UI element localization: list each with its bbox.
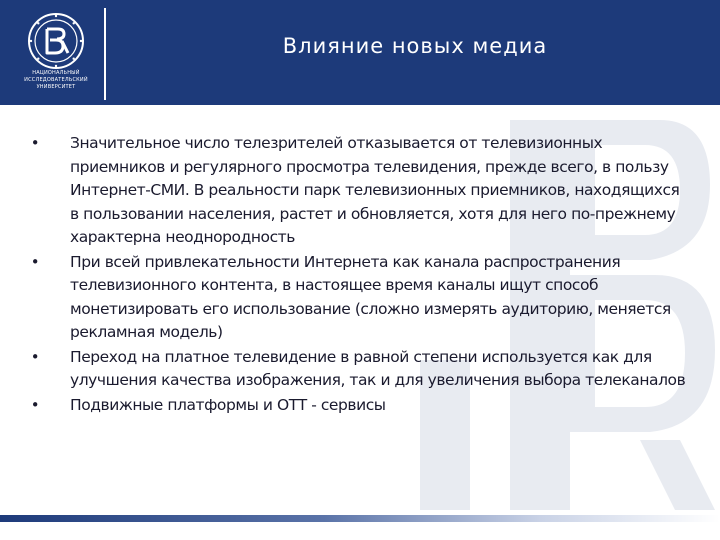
bullet-text: Подвижные платформы и ОТТ - сервисы	[70, 395, 386, 414]
bullet-text: При всей привлекательности Интернета как канала распространения телевизионного контента, в настоящее время каналы ищут способ монетизировать его использование (сложно измерять аудиторию, меняется рекламная модель)	[70, 252, 671, 341]
slide-title: Влияние новых медиа	[282, 34, 548, 58]
bullet-marker: •	[30, 395, 40, 414]
bullet-text: Переход на платное телевидение в равной степени используется как для улучшения качества изображения, так и для увеличения выбора телеканалов	[70, 347, 686, 389]
bullet-marker: •	[30, 134, 40, 152]
bullet-item	[28, 394, 688, 418]
bullet-text: Значительное число телезрителей отказывается от телевизионных приемников и регулярного просмотра телевидения, прежде всего, в пользу Интернет-СМИ. В реальности парк телевизионных приемников, находящихся в пользовании населения, растет и обновляется, хотя для него по-прежнему характерна неоднородность	[70, 134, 680, 246]
slide-header	[0, 0, 720, 105]
bullet-item	[28, 251, 688, 345]
slide-content	[28, 132, 688, 418]
bullet-item	[28, 132, 688, 250]
logo-caption: НАЦИОНАЛЬНЫЙ ИССЛЕДОВАТЕЛЬСКИЙ УНИВЕРСИТЕТ	[24, 70, 88, 90]
bullet-marker: •	[30, 252, 40, 271]
header-divider	[104, 8, 106, 100]
footer-gradient-bar	[0, 515, 720, 522]
bullet-item	[28, 346, 688, 393]
bullet-marker: •	[30, 347, 40, 366]
bullet-list	[28, 132, 688, 417]
